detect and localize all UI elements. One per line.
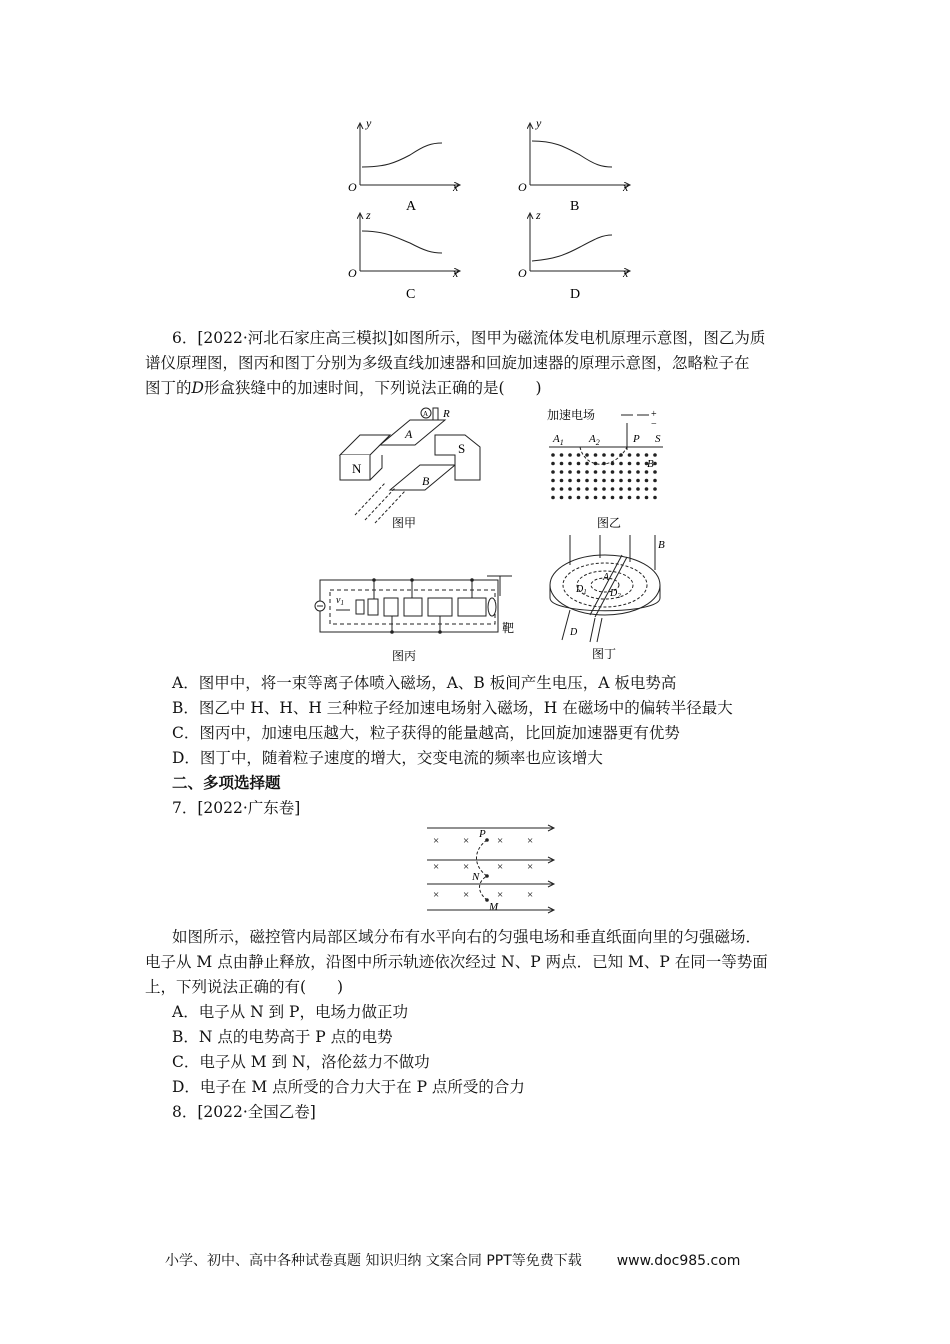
- q6-stem-line2: 谱仪原理图，图丙和图丁分别为多级直线加速器和回旋加速器的原理示意图，忽略粒子在: [145, 354, 750, 372]
- svg-text:D1: $D_1$: [576, 584, 587, 596]
- field-dot: [568, 487, 572, 491]
- svg-text:B: B: [422, 474, 430, 488]
- svg-text:M: M: [489, 901, 499, 913]
- graph-caption: B: [570, 199, 580, 214]
- field-cross: ×: [463, 889, 470, 901]
- field-cross: ×: [433, 861, 440, 873]
- figure-ding: [540, 530, 680, 665]
- field-dot: [636, 470, 640, 474]
- field-cross: ×: [527, 861, 534, 873]
- field-dot: [585, 462, 589, 466]
- q6-option-a: A．图甲中，将一束等离子体喷入磁场，A、B 板间产生电压，A 板电势高: [172, 674, 677, 692]
- q7-para-line2: 电子从 M 点由静止释放，沿图中所示轨迹依次经过 N、P 两点．已知 M、P 在同一等势面: [145, 953, 768, 971]
- graph-caption: D: [570, 287, 581, 302]
- axis-x-label: x: [623, 180, 629, 194]
- field-dot: [577, 453, 581, 457]
- axis-y-label: y: [536, 116, 542, 130]
- svg-text:A: A: [603, 572, 610, 583]
- field-dot: [568, 470, 572, 474]
- field-dot: [619, 462, 623, 466]
- field-dot: [628, 470, 632, 474]
- field-dot: [585, 479, 589, 483]
- q6-stem-line1: 6．[2022·河北石家庄高三模拟]如图所示，图甲为磁流体发电机原理示意图，图乙为质: [172, 329, 766, 347]
- field-dot: [653, 470, 657, 474]
- q7-para-line1: 如图所示，磁控管内局部区域分布有水平向右的匀强电场和垂直纸面向里的匀强磁场．: [172, 928, 762, 946]
- graph-a: [348, 116, 460, 214]
- field-dot: [577, 479, 581, 483]
- field-dot: [594, 479, 598, 483]
- field-dot: [594, 496, 598, 500]
- svg-text:P: P: [633, 433, 640, 445]
- svg-text:A1: $A_1$: [553, 433, 564, 447]
- field-cross: ×: [433, 835, 440, 847]
- q7-option-b: B．N 点的电势高于 P 点的电势: [172, 1028, 393, 1046]
- field-dot: [645, 470, 649, 474]
- field-cross: ×: [497, 889, 504, 901]
- field-dot: [619, 479, 623, 483]
- svg-text:N: N: [472, 871, 480, 883]
- magnetic-field-crosses: [433, 835, 533, 901]
- q7-option-a: A．电子从 N 到 P，电场力做正功: [172, 1003, 408, 1021]
- field-dot: [602, 453, 606, 457]
- field-cross: ×: [497, 835, 504, 847]
- field-dot: [551, 496, 555, 500]
- q6-option-c: C．图丙中，加速电压越大，粒子获得的能量越高，比回旋加速器更有优势: [172, 724, 680, 742]
- svg-text:加速电场: 加速电场: [547, 408, 596, 422]
- figure-jia: [330, 405, 490, 530]
- field-dot: [653, 479, 657, 483]
- footer-text: 小学、初中、高中各种试卷真题 知识归纳 文案合同 PPT等免费下载: [165, 1253, 582, 1269]
- field-dot: [585, 470, 589, 474]
- field-dot: [577, 487, 581, 491]
- svg-text:D: D: [570, 627, 578, 638]
- q7-para-line3: 上，下列说法正确的有( ): [145, 978, 344, 996]
- field-dot: [594, 470, 598, 474]
- svg-text:R: R: [443, 408, 450, 420]
- field-dot: [619, 496, 623, 500]
- field-dot: [560, 470, 564, 474]
- q6-option-b: B．图乙中 H、H、H 三种粒子经加速电场射入磁场，H 在磁场中的偏转半径最大: [172, 699, 733, 717]
- field-dot: [577, 462, 581, 466]
- axis-y-label: y: [366, 116, 372, 130]
- field-dot: [594, 453, 598, 457]
- svg-text:+: +: [651, 409, 657, 420]
- field-dot: [568, 496, 572, 500]
- field-dot: [602, 462, 606, 466]
- field-dot: [653, 496, 657, 500]
- field-dot: [551, 462, 555, 466]
- figure-q7: [425, 822, 560, 914]
- field-dot: [551, 453, 555, 457]
- curve-a: [362, 143, 442, 167]
- field-dot: [628, 462, 632, 466]
- field-cross: ×: [527, 889, 534, 901]
- svg-text:−: −: [651, 419, 657, 430]
- q6-stem-line3: 图丁的D形盒狭缝中的加速时间，下列说法正确的是( ): [145, 379, 542, 397]
- svg-text:A2: $A_2$: [589, 433, 600, 447]
- field-dot: [568, 453, 572, 457]
- field-dot: [611, 470, 615, 474]
- origin-label: O: [518, 180, 527, 194]
- svg-text:N: N: [352, 461, 362, 476]
- field-dot: [628, 496, 632, 500]
- field-dot: [560, 479, 564, 483]
- svg-text:A: A: [423, 410, 429, 418]
- svg-text:图乙: 图乙: [597, 516, 622, 530]
- axis-y-label: z: [366, 208, 371, 222]
- graph-c: [348, 208, 460, 302]
- field-cross: ×: [463, 835, 470, 847]
- field-dot: [551, 487, 555, 491]
- field-dot: [619, 487, 623, 491]
- svg-text:B: B: [647, 458, 654, 470]
- svg-text:v1: $v_1$: [336, 595, 344, 607]
- field-dot: [585, 487, 589, 491]
- field-dot: [636, 453, 640, 457]
- field-dot: [611, 487, 615, 491]
- axis-x-label: x: [453, 180, 459, 194]
- field-dot: [628, 453, 632, 457]
- svg-text:B: B: [658, 539, 665, 551]
- field-dot: [619, 470, 623, 474]
- origin-label: O: [518, 266, 527, 280]
- svg-text:图丁: 图丁: [592, 647, 617, 661]
- field-dot: [653, 462, 657, 466]
- electric-field-lines: [427, 825, 554, 913]
- graph-caption: A: [406, 199, 417, 214]
- graph-d: [518, 208, 630, 302]
- field-dot: [645, 496, 649, 500]
- q7-option-d: D．电子在 M 点所受的合力大于在 P 点所受的合力: [172, 1078, 525, 1096]
- axis-y-label: z: [536, 208, 541, 222]
- magnetic-field-dots: [551, 453, 657, 499]
- field-dot: [611, 496, 615, 500]
- svg-text:A: A: [405, 427, 413, 441]
- field-dot: [636, 462, 640, 466]
- axis-x-label: x: [623, 266, 629, 280]
- field-dot: [560, 496, 564, 500]
- field-dot: [585, 496, 589, 500]
- q8-stem-head: 8．[2022·全国乙卷]: [172, 1103, 316, 1121]
- svg-text:P: P: [479, 828, 486, 840]
- field-dot: [551, 479, 555, 483]
- footer-url[interactable]: www.doc985.com: [616, 1253, 741, 1269]
- origin-label: O: [348, 180, 357, 194]
- field-dot: [628, 479, 632, 483]
- curve-d: [532, 235, 612, 261]
- field-dot: [560, 487, 564, 491]
- svg-text:S: S: [458, 441, 466, 456]
- field-dot: [602, 479, 606, 483]
- field-dot: [611, 479, 615, 483]
- field-dot: [645, 487, 649, 491]
- field-dot: [645, 479, 649, 483]
- field-dot: [653, 453, 657, 457]
- svg-text:靶: 靶: [502, 621, 515, 635]
- field-cross: ×: [497, 861, 504, 873]
- field-dot: [577, 496, 581, 500]
- field-dot: [636, 496, 640, 500]
- q7-option-c: C．电子从 M 到 N，洛伦兹力不做功: [172, 1053, 430, 1071]
- field-dot: [645, 453, 649, 457]
- field-dot: [653, 487, 657, 491]
- svg-text:D2: $D_2$: [610, 588, 621, 600]
- field-dot: [602, 496, 606, 500]
- figure-bing: [312, 570, 522, 665]
- field-dot: [628, 487, 632, 491]
- field-dot: [577, 470, 581, 474]
- footer: [165, 1250, 740, 1270]
- field-dot: [636, 487, 640, 491]
- field-cross: ×: [463, 861, 470, 873]
- origin-label: O: [348, 266, 357, 280]
- svg-text:图丙: 图丙: [392, 649, 417, 663]
- axis-x-label: x: [453, 266, 459, 280]
- field-dot: [560, 453, 564, 457]
- field-dot: [602, 487, 606, 491]
- field-cross: ×: [433, 889, 440, 901]
- figure-yi: [545, 405, 675, 530]
- curve-b: [532, 141, 612, 167]
- svg-text:S: S: [655, 433, 661, 445]
- svg-text:图甲: 图甲: [392, 516, 417, 530]
- curve-c: [362, 231, 442, 253]
- field-cross: ×: [527, 835, 534, 847]
- field-dot: [551, 470, 555, 474]
- field-dot: [602, 470, 606, 474]
- field-dot: [611, 453, 615, 457]
- field-dot: [594, 487, 598, 491]
- graph-b: [518, 116, 630, 214]
- q6-option-d: D．图丁中，随着粒子速度的增大，交变电流的频率也应该增大: [172, 749, 603, 767]
- q7-stem-head: 7．[2022·广东卷]: [172, 799, 301, 817]
- section-heading: 二、多项选择题: [172, 773, 281, 792]
- field-dot: [636, 479, 640, 483]
- graph-caption: C: [406, 287, 416, 302]
- field-dot: [585, 453, 589, 457]
- field-dot: [611, 462, 615, 466]
- field-dot: [568, 479, 572, 483]
- graphs-figure: [340, 115, 650, 305]
- field-dot: [568, 462, 572, 466]
- field-dot: [560, 462, 564, 466]
